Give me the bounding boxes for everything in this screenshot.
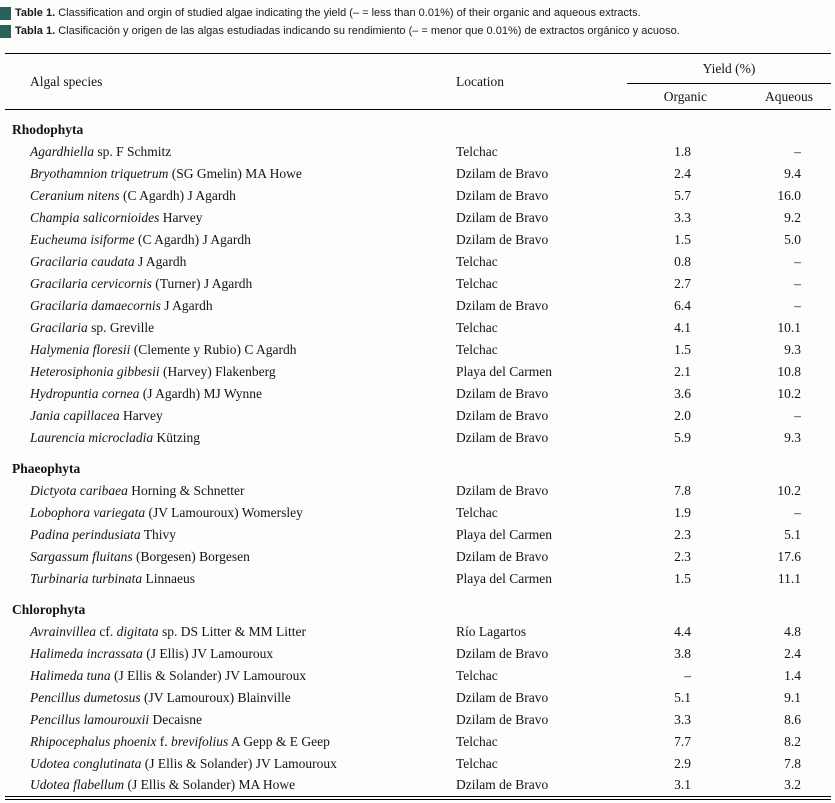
organic-yield-cell: 7.8 xyxy=(674,482,691,498)
organic-yield-cell: 5.9 xyxy=(674,429,691,445)
location-cell: Dzilam de Bravo xyxy=(456,711,549,727)
species-row xyxy=(5,621,831,643)
organic-yield-cell: 1.5 xyxy=(674,231,691,247)
species-name-cell: Gracilaria damaecornis J Agardh xyxy=(30,297,213,313)
caption-es-label: Tabla 1. xyxy=(15,25,56,37)
table-bottom-rule xyxy=(5,799,831,800)
species-row xyxy=(5,383,831,405)
species-name-cell: Bryothamnion triquetrum (SG Gmelin) MA Howe xyxy=(30,165,302,181)
location-cell: Dzilam de Bravo xyxy=(456,777,549,793)
species-row xyxy=(5,339,831,361)
caption-es-text xyxy=(15,24,680,39)
aqueous-yield-cell: – xyxy=(794,297,801,313)
aqueous-yield-cell: 1.4 xyxy=(784,667,801,683)
location-cell: Telchac xyxy=(456,733,498,749)
species-row xyxy=(5,273,831,295)
location-cell: Dzilam de Bravo xyxy=(456,231,549,247)
species-name-cell: Lobophora variegata (JV Lamouroux) Womersley xyxy=(30,504,303,520)
section-title: Phaeophyta xyxy=(12,460,81,476)
table-caption xyxy=(0,0,835,39)
species-name-cell: Gracilaria caudata J Agardh xyxy=(30,253,187,269)
location-cell: Dzilam de Bravo xyxy=(456,165,549,181)
aqueous-yield-cell: 9.2 xyxy=(784,209,801,225)
aqueous-yield-cell: 7.8 xyxy=(784,755,801,771)
species-name-cell: Halimeda incrassata (J Ellis) JV Lamouroux xyxy=(30,645,274,661)
species-name-cell: Turbinaria turbinata Linnaeus xyxy=(30,570,196,586)
organic-yield-cell: 2.4 xyxy=(674,165,691,181)
species-name-cell: Pencillus lamourouxii Decaisne xyxy=(30,711,202,727)
species-row xyxy=(5,141,831,163)
organic-yield-cell: 2.3 xyxy=(674,548,691,564)
species-row xyxy=(5,524,831,546)
caption-bullet-icon xyxy=(0,25,11,38)
location-cell: Telchac xyxy=(456,253,498,269)
species-row xyxy=(5,775,831,797)
organic-yield-cell: 6.4 xyxy=(674,297,691,313)
col-header-algal-species: Algal species xyxy=(5,54,455,110)
aqueous-yield-cell: – xyxy=(794,275,801,291)
aqueous-yield-cell: 10.2 xyxy=(777,385,801,401)
location-cell: Telchac xyxy=(456,275,498,291)
species-name-cell: Jania capillacea Harvey xyxy=(30,407,163,423)
aqueous-yield-cell: 2.4 xyxy=(784,645,801,661)
caption-en-text xyxy=(15,6,641,21)
species-name-cell: Gracilaria cervicornis (Turner) J Agardh xyxy=(30,275,253,291)
col-header-aqueous: Aqueous xyxy=(719,84,831,110)
species-row xyxy=(5,480,831,502)
caption-es xyxy=(0,24,835,39)
aqueous-yield-cell: – xyxy=(794,407,801,423)
species-name-cell: Agardhiella sp. F Schmitz xyxy=(30,143,172,159)
species-name-cell: Avrainvillea cf. digitata sp. DS Litter & MM Litter xyxy=(30,623,306,639)
location-cell: Telchac xyxy=(456,319,498,335)
organic-yield-cell: 4.1 xyxy=(674,319,691,335)
location-cell: Telchac xyxy=(456,504,498,520)
species-row xyxy=(5,731,831,753)
location-cell: Dzilam de Bravo xyxy=(456,645,549,661)
species-row xyxy=(5,405,831,427)
aqueous-yield-cell: 10.1 xyxy=(777,319,801,335)
species-name-cell: Sargassum fluitans (Borgesen) Borgesen xyxy=(30,548,250,564)
species-name-cell: Gracilaria sp. Greville xyxy=(30,319,155,335)
organic-yield-cell: 2.9 xyxy=(674,755,691,771)
species-name-cell: Eucheuma isiforme (C Agardh) J Agardh xyxy=(30,231,251,247)
table-body xyxy=(5,110,831,797)
species-row xyxy=(5,317,831,339)
species-name-cell: Champia salicornioides Harvey xyxy=(30,209,203,225)
section-title: Chlorophyta xyxy=(12,601,86,617)
aqueous-yield-cell: 17.6 xyxy=(777,548,801,564)
col-header-location: Location xyxy=(455,54,627,110)
caption-en-body: Classification and orgin of studied algae indicating the yield (– = less than 0.01%) of their organic and aqueous extracts. xyxy=(55,7,641,19)
species-row xyxy=(5,687,831,709)
organic-yield-cell: 1.8 xyxy=(674,143,691,159)
organic-yield-cell: 5.1 xyxy=(674,689,691,705)
species-row xyxy=(5,709,831,731)
location-cell: Dzilam de Bravo xyxy=(456,209,549,225)
aqueous-yield-cell: 11.1 xyxy=(777,570,801,586)
organic-yield-cell: 4.4 xyxy=(674,623,691,639)
species-row xyxy=(5,251,831,273)
section-title: Rhodophyta xyxy=(12,121,84,137)
section-header-row xyxy=(5,590,831,621)
caption-en-label: Table 1. xyxy=(15,7,56,19)
location-cell: Dzilam de Bravo xyxy=(456,187,549,203)
organic-yield-cell: 2.0 xyxy=(674,407,691,423)
location-cell: Dzilam de Bravo xyxy=(456,689,549,705)
species-row xyxy=(5,207,831,229)
caption-en xyxy=(0,6,835,21)
organic-yield-cell: 2.1 xyxy=(674,363,691,379)
aqueous-yield-cell: 16.0 xyxy=(777,187,801,203)
location-cell: Dzilam de Bravo xyxy=(456,297,549,313)
col-header-organic: Organic xyxy=(627,84,719,110)
organic-yield-cell: 3.3 xyxy=(674,209,691,225)
location-cell: Telchac xyxy=(456,755,498,771)
table-header xyxy=(5,54,831,110)
species-name-cell: Udotea conglutinata (J Ellis & Solander) JV Lamouroux xyxy=(30,755,337,771)
aqueous-yield-cell: 10.2 xyxy=(777,482,801,498)
organic-yield-cell: 1.5 xyxy=(674,570,691,586)
species-name-cell: Rhipocephalus phoenix f. brevifolius A Gepp & E Geep xyxy=(30,733,330,749)
species-row xyxy=(5,643,831,665)
location-cell: Dzilam de Bravo xyxy=(456,548,549,564)
location-cell: Playa del Carmen xyxy=(456,570,552,586)
species-row xyxy=(5,568,831,590)
species-row xyxy=(5,665,831,687)
location-cell: Telchac xyxy=(456,341,498,357)
species-name-cell: Hydropuntia cornea (J Agardh) MJ Wynne xyxy=(30,385,263,401)
organic-yield-cell: 1.5 xyxy=(674,341,691,357)
location-cell: Dzilam de Bravo xyxy=(456,429,549,445)
algae-table xyxy=(5,53,831,797)
organic-yield-cell: 7.7 xyxy=(674,733,691,749)
caption-es-body: Clasificación y origen de las algas estudiadas indicando su rendimiento (– = menor que 0.01%) de extractos orgánico y acuoso. xyxy=(55,25,680,37)
species-name-cell: Heterosiphonia gibbesii (Harvey) Flakenberg xyxy=(30,363,276,379)
species-row xyxy=(5,502,831,524)
species-row xyxy=(5,427,831,449)
species-row xyxy=(5,229,831,251)
organic-yield-cell: – xyxy=(684,667,691,683)
species-row xyxy=(5,295,831,317)
species-row xyxy=(5,361,831,383)
species-name-cell: Dictyota caribaea Horning & Schnetter xyxy=(30,482,245,498)
location-cell: Río Lagartos xyxy=(456,623,527,639)
location-cell: Telchac xyxy=(456,667,498,683)
location-cell: Dzilam de Bravo xyxy=(456,482,549,498)
species-name-cell: Laurencia microcladia Kützing xyxy=(30,429,200,445)
organic-yield-cell: 0.8 xyxy=(674,253,691,269)
aqueous-yield-cell: 5.1 xyxy=(784,526,801,542)
species-row xyxy=(5,163,831,185)
species-row xyxy=(5,546,831,568)
species-row xyxy=(5,185,831,207)
organic-yield-cell: 3.6 xyxy=(674,385,691,401)
organic-yield-cell: 2.3 xyxy=(674,526,691,542)
organic-yield-cell: 2.7 xyxy=(674,275,691,291)
aqueous-yield-cell: 9.3 xyxy=(784,429,801,445)
location-cell: Telchac xyxy=(456,143,498,159)
species-name-cell: Padina perindusiata Thivy xyxy=(30,526,177,542)
col-header-yield-group: Yield (%) xyxy=(627,54,831,84)
species-name-cell: Pencillus dumetosus (JV Lamouroux) Blainville xyxy=(30,689,291,705)
aqueous-yield-cell: 8.2 xyxy=(784,733,801,749)
location-cell: Dzilam de Bravo xyxy=(456,407,549,423)
location-cell: Playa del Carmen xyxy=(456,526,552,542)
organic-yield-cell: 3.1 xyxy=(674,777,691,793)
organic-yield-cell: 3.3 xyxy=(674,711,691,727)
species-row xyxy=(5,753,831,775)
organic-yield-cell: 5.7 xyxy=(674,187,691,203)
caption-bullet-icon xyxy=(0,7,11,20)
organic-yield-cell: 1.9 xyxy=(674,504,691,520)
species-name-cell: Ceranium nitens (C Agardh) J Agardh xyxy=(30,187,236,203)
aqueous-yield-cell: 9.1 xyxy=(784,689,801,705)
section-header-row xyxy=(5,449,831,480)
aqueous-yield-cell: 9.3 xyxy=(784,341,801,357)
aqueous-yield-cell: 3.2 xyxy=(784,777,801,793)
header-row-1 xyxy=(5,54,831,84)
location-cell: Dzilam de Bravo xyxy=(456,385,549,401)
aqueous-yield-cell: – xyxy=(794,143,801,159)
species-name-cell: Halimeda tuna (J Ellis & Solander) JV Lamouroux xyxy=(30,667,307,683)
aqueous-yield-cell: 5.0 xyxy=(784,231,801,247)
aqueous-yield-cell: – xyxy=(794,504,801,520)
aqueous-yield-cell: 8.6 xyxy=(784,711,801,727)
species-name-cell: Halymenia floresii (Clemente y Rubio) C Agardh xyxy=(30,341,297,357)
aqueous-yield-cell: 9.4 xyxy=(784,165,801,181)
organic-yield-cell: 3.8 xyxy=(674,645,691,661)
species-name-cell: Udotea flabellum (J Ellis & Solander) MA Howe xyxy=(30,777,296,793)
section-header-row xyxy=(5,110,831,141)
location-cell: Playa del Carmen xyxy=(456,363,552,379)
aqueous-yield-cell: 4.8 xyxy=(784,623,801,639)
aqueous-yield-cell: – xyxy=(794,253,801,269)
aqueous-yield-cell: 10.8 xyxy=(777,363,801,379)
